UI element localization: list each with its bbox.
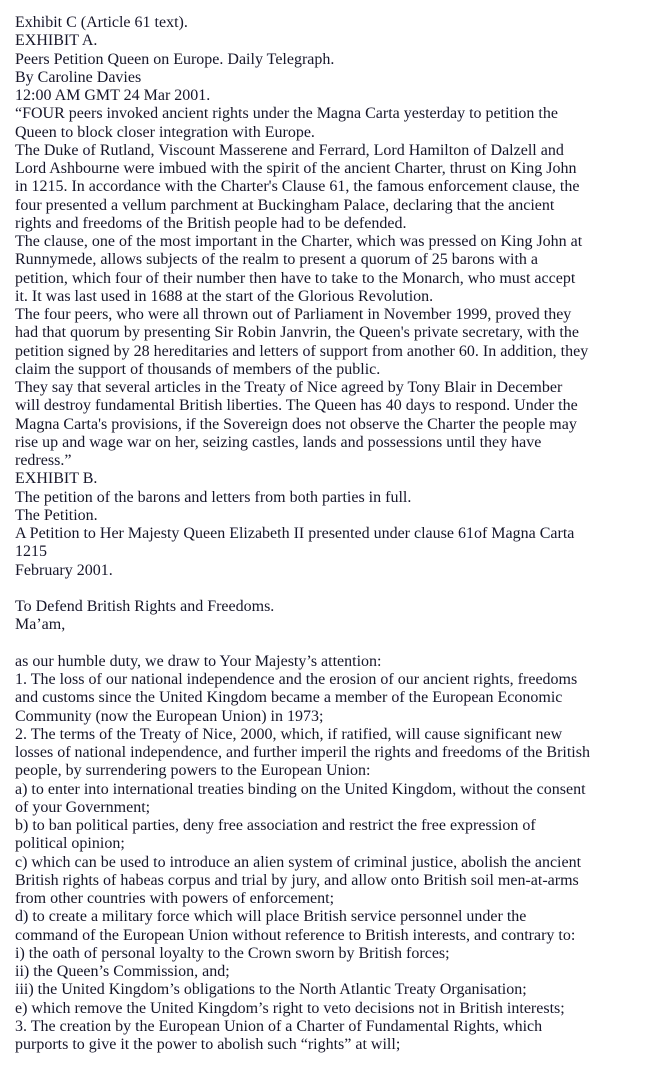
text-line: iii) the United Kingdom’s obligations to the North Atlantic Treaty Organisation;: [15, 981, 527, 999]
exhibit-a-heading: [15, 32, 590, 50]
text-line: as our humble duty, we draw to Your Majesty’s attention:: [15, 652, 382, 670]
petition-title: [15, 525, 590, 562]
article-timestamp: [15, 87, 590, 105]
article-paragraph: [15, 105, 590, 142]
text-line: Runnymede, allows subjects of the realm to present a quorum of 25 barons with a: [15, 251, 538, 269]
petition-point-2e: [15, 1000, 590, 1018]
text-line: petition, which four of their number then have to take to the Monarch, who must accept: [15, 269, 576, 287]
text-line: 12:00 AM GMT 24 Mar 2001.: [15, 87, 211, 104]
exhibit-b-intro: [15, 489, 590, 507]
text-line: “FOUR peers invoked ancient rights under the Magna Carta yesterday to petition the: [15, 105, 558, 123]
petition-heading: [15, 507, 590, 525]
text-line: command of the European Union without reference to British interests, and contrary to:: [15, 926, 576, 944]
text-line: redress.”: [15, 452, 72, 469]
text-line: The Petition.: [15, 506, 98, 524]
text-line: will destroy fundamental British liberties. The Queen has 40 days to respond. Under the: [15, 397, 578, 415]
text-line: ii) the Queen’s Commission, and;: [15, 963, 230, 980]
text-line: 2. The terms of the Treaty of Nice, 2000, which, if ratified, will cause significant new: [15, 725, 563, 743]
text-line: Ma’am,: [15, 616, 66, 634]
text-line: d) to create a military force which will place British service personnel under the: [15, 908, 527, 926]
text-line: Peers Petition Queen on Europe. Daily Telegraph.: [15, 50, 335, 68]
text-line: The four peers, who were all thrown out of Parliament in November 1999, proved they: [15, 306, 572, 323]
text-line: EXHIBIT B.: [15, 470, 98, 488]
text-line: By Caroline Davies: [15, 68, 142, 86]
text-line: Exhibit C (Article 61 text).: [15, 14, 188, 31]
text-line: February 2001.: [15, 561, 113, 579]
article-headline: [15, 51, 590, 69]
text-line: people, by surrendering powers to the European Union:: [15, 762, 371, 780]
text-line: and customs since the United Kingdom became a member of the European Economic: [15, 689, 563, 707]
petition-point-2d-iii: [15, 981, 590, 999]
document-body: [15, 14, 590, 1054]
text-line: 1215: [15, 543, 47, 561]
blank-line: [15, 635, 590, 653]
text-line: Lord Ashbourne were imbued with the spirit of the ancient Charter, thrust on King John: [15, 160, 577, 177]
text-line: of your Government;: [15, 798, 151, 816]
article-paragraph: [15, 233, 590, 306]
text-line: 1. The loss of our national independence and the erosion of our ancient rights, freedoms: [15, 671, 578, 688]
text-line: Magna Carta's provisions, if the Sovereign does not observe the Charter the people may: [15, 415, 577, 433]
text-line: four presented a vellum parchment at Buckingham Palace, declaring that the ancient: [15, 196, 555, 214]
blank-line: [15, 580, 590, 598]
exhibit-b-heading: [15, 470, 590, 488]
text-line: 3. The creation by the European Union of a Charter of Fundamental Rights, which: [15, 1017, 543, 1035]
petition-point-2: [15, 726, 590, 781]
text-line: losses of national independence, and further imperil the rights and freedoms of the British: [15, 744, 590, 761]
petition-point-2c: [15, 854, 590, 909]
petition-intro: [15, 653, 590, 671]
exhibit-c-heading: [15, 14, 590, 32]
text-line: A Petition to Her Majesty Queen Elizabeth II presented under clause 61of Magna Carta: [15, 525, 575, 542]
petition-date: [15, 562, 590, 599]
text-line: in 1215. In accordance with the Charter's Clause 61, the famous enforcement clause, the: [15, 178, 580, 196]
text-line: petition signed by 28 hereditaries and letters of support from another 60. In addition, they: [15, 342, 589, 360]
text-line: b) to ban political parties, deny free association and restrict the free expression of: [15, 817, 536, 834]
petition-point-1: [15, 671, 590, 726]
petition-salutation: [15, 616, 590, 653]
text-line: i) the oath of personal loyalty to the Crown sworn by British forces;: [15, 944, 450, 962]
article-byline: [15, 69, 590, 87]
text-line: purports to give it the power to abolish such “rights” at will;: [15, 1036, 401, 1053]
petition-point-2d-i: [15, 945, 590, 963]
petition-point-2a: [15, 781, 590, 818]
text-line: e) which remove the United Kingdom’s right to veto decisions not in British interests;: [15, 999, 565, 1017]
text-line: They say that several articles in the Treaty of Nice agreed by Tony Blair in December: [15, 379, 563, 396]
text-line: Community (now the European Union) in 1973;: [15, 707, 324, 725]
text-line: a) to enter into international treaties binding on the United Kingdom, without the consent: [15, 780, 586, 798]
article-paragraph: [15, 306, 590, 379]
text-line: rights and freedoms of the British people had to be defended.: [15, 214, 407, 232]
text-line: The Duke of Rutland, Viscount Masserene and Ferrard, Lord Hamilton of Dalzell and: [15, 141, 564, 159]
text-line: The clause, one of the most important in the Charter, which was pressed on King John at: [15, 233, 583, 250]
article-paragraph: [15, 142, 590, 233]
text-line: rise up and wage war on her, seizing castles, lands and possessions until they have: [15, 433, 542, 451]
text-line: To Defend British Rights and Freedoms.: [15, 598, 275, 615]
petition-point-2d-ii: [15, 963, 590, 981]
text-line: The petition of the barons and letters from both parties in full.: [15, 488, 412, 506]
text-line: claim the support of thousands of members of the public.: [15, 360, 381, 378]
text-line: c) which can be used to introduce an alien system of criminal justice, abolish the ancient: [15, 853, 582, 871]
petition-point-2d: [15, 908, 590, 945]
text-line: it. It was last used in 1688 at the start of the Glorious Revolution.: [15, 287, 434, 305]
text-line: British rights of habeas corpus and trial by jury, and allow onto British soil men-at-arms: [15, 871, 579, 889]
petition-point-2b: [15, 817, 590, 854]
text-line: EXHIBIT A.: [15, 32, 98, 50]
text-line: from other countries with powers of enforcement;: [15, 890, 335, 907]
text-line: political opinion;: [15, 835, 125, 853]
article-paragraph: [15, 379, 590, 470]
text-line: Queen to block closer integration with Europe.: [15, 123, 315, 141]
text-line: had that quorum by presenting Sir Robin Janvrin, the Queen's private secretary, with the: [15, 324, 579, 342]
petition-point-3: [15, 1018, 590, 1055]
petition-subtitle: [15, 598, 590, 616]
